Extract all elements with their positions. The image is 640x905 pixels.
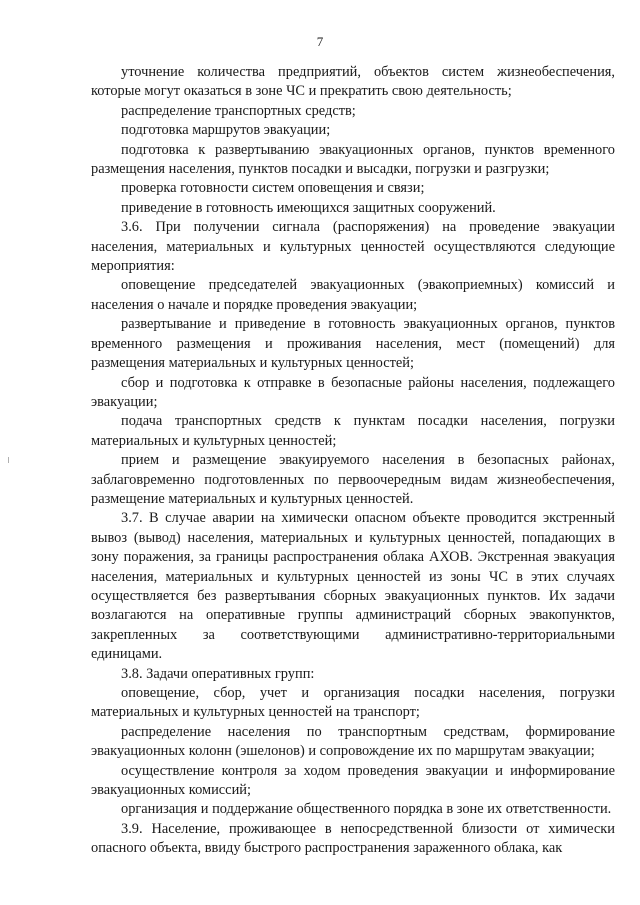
paragraph: подготовка маршрутов эвакуации; xyxy=(121,122,331,139)
paragraph: проверка готовности систем оповещения и связи; xyxy=(121,180,425,197)
document-body xyxy=(91,63,615,859)
paragraph: 3.6. При получении сигнала (распоряжения) на проведение эвакуации населения, материальных и культурных ценностей осуществляются следующие мероприятия: xyxy=(91,219,615,275)
paragraph: распределение транспортных средств; xyxy=(121,102,356,119)
paragraph: развертывание и приведение в готовность эвакуационных органов, пунктов временного размещения и проживания населения, мест (помещений) для размещения материальных и культурных ценностей; xyxy=(91,316,615,372)
paragraph: 3.8. Задачи оперативных групп: xyxy=(121,665,315,682)
paragraph: 3.7. В случае аварии на химически опасном объекте проводится экстренный вывоз (вывод) населения, материальных и культурных ценностей, попадающих в зону поражения, за границы распространения облака АХОВ. Экстренная эвакуация населения, материальных и культурных ценностей из зоны ЧС в этих случаях осуществляется без развертывания сборных эвакуационных пунктов. Их задачи возлагаются на оперативные группы администраций сборных эвакопунктов, закрепленных за соответствующими административно-территориальными единицами. xyxy=(91,510,615,663)
paragraph: приведение в готовность имеющихся защитных сооружений. xyxy=(121,199,496,216)
paragraph: сбор и подготовка к отправке в безопасные районы населения, подлежащего эвакуации; xyxy=(91,374,615,410)
paragraph: оповещение, сбор, учет и организация посадки населения, погрузки материальных и культурных ценностей на транспорт; xyxy=(91,685,615,721)
paragraph: подача транспортных средств к пунктам посадки населения, погрузки материальных и культурных ценностей; xyxy=(91,413,615,449)
paragraph: прием и размещение эвакуируемого населения в безопасных районах, заблаговременно подготовленных по первоочередным видам жизнеобеспечения, размещение материальных и культурных ценностей. xyxy=(91,452,615,507)
paragraph: организация и поддержание общественного порядка в зоне их ответственности. xyxy=(121,801,612,818)
paragraph: подготовка к развертыванию эвакуационных органов, пунктов временного размещения населения, пунктов посадки и высадки, погрузки и разгрузки; xyxy=(91,141,615,178)
page-number: 7 xyxy=(316,34,324,49)
paragraph: 3.9. Население, проживающее в непосредственной близости от химически опасного объекта, ввиду быстрого распространения зараженного облака, как xyxy=(91,820,615,857)
scan-margin-mark xyxy=(8,457,9,463)
paragraph: осуществление контроля за ходом проведения эвакуации и информирование эвакуационных комиссий; xyxy=(91,762,615,799)
paragraph: распределение населения по транспортным средствам, формирование эвакуационных колонн (эшелонов) и сопровождение их по маршрутам эвакуации; xyxy=(91,723,615,760)
paragraph: оповещение председателей эвакуационных (эвакоприемных) комиссий и населения о начале и порядке проведения эвакуации; xyxy=(91,277,615,313)
paragraph: уточнение количества предприятий, объектов систем жизнеобеспечения, которые могут оказаться в зоне ЧС и прекратить свою деятельность; xyxy=(91,64,615,100)
